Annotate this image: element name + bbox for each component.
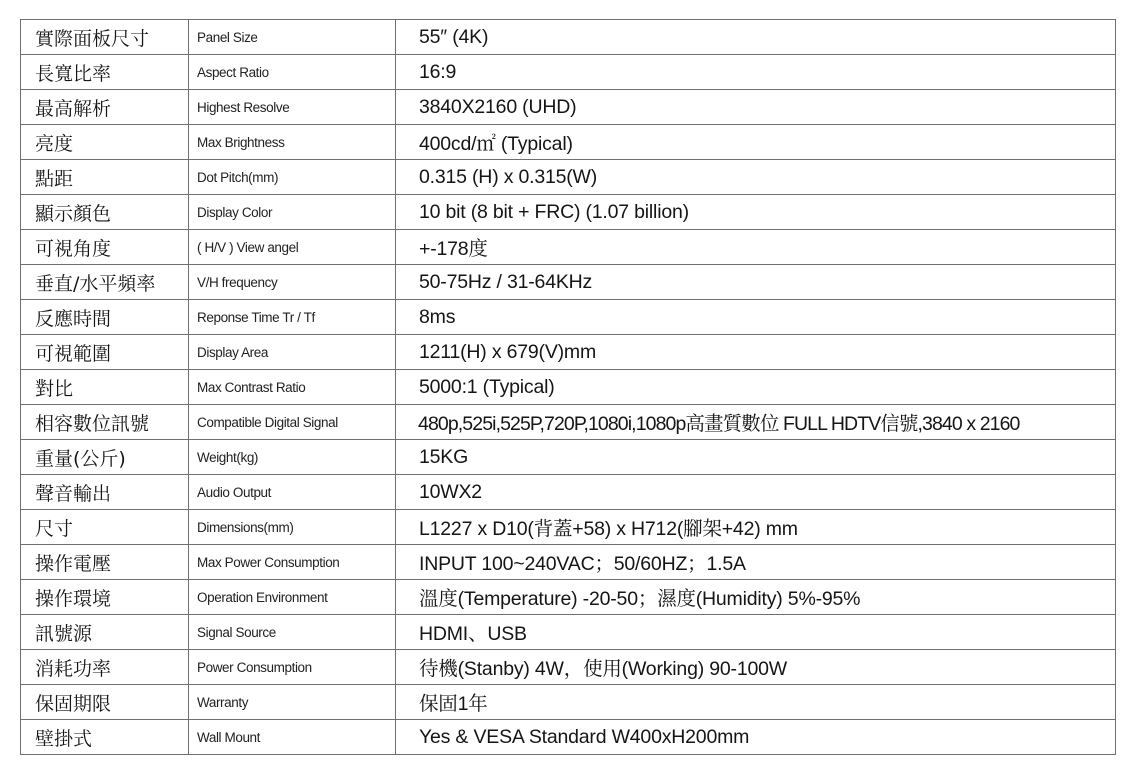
- spec-row: [21, 125, 1116, 160]
- spec-row: [21, 615, 1116, 650]
- spec-value: 480p,525i,525P,720P,1080i,1080p高畫質數位 FULL HDTV信號,3840 x 2160: [396, 405, 1116, 440]
- spec-label-zh: 重量(公斤): [21, 440, 189, 475]
- spec-label-en: Audio Output: [189, 475, 396, 510]
- spec-row: [21, 265, 1116, 300]
- spec-label-zh: 最高解析: [21, 90, 189, 125]
- spec-label-zh: 實際面板尺寸: [21, 20, 189, 55]
- spec-value: 3840X2160 (UHD): [396, 90, 1116, 125]
- spec-value: Yes & VESA Standard W400xH200mm: [396, 720, 1116, 755]
- spec-value: +-178度: [396, 230, 1116, 265]
- spec-label-en: Operation Environment: [189, 580, 396, 615]
- spec-value: 0.315 (H) x 0.315(W): [396, 160, 1116, 195]
- spec-label-zh: 垂直/水平頻率: [21, 265, 189, 300]
- spec-label-en: Signal Source: [189, 615, 396, 650]
- spec-table: [20, 19, 1116, 755]
- spec-label-zh: 可視角度: [21, 230, 189, 265]
- spec-label-zh: 壁掛式: [21, 720, 189, 755]
- spec-label-en: Dot Pitch(mm): [189, 160, 396, 195]
- spec-value: 15KG: [396, 440, 1116, 475]
- spec-label-en: Max Contrast Ratio: [189, 370, 396, 405]
- spec-label-en: Wall Mount: [189, 720, 396, 755]
- spec-row: [21, 440, 1116, 475]
- spec-value: 55″ (4K): [396, 20, 1116, 55]
- spec-row: [21, 55, 1116, 90]
- spec-value: 10 bit (8 bit + FRC) (1.07 billion): [396, 195, 1116, 230]
- spec-value: HDMI、USB: [396, 615, 1116, 650]
- spec-value: 1211(H) x 679(V)mm: [396, 335, 1116, 370]
- spec-label-en: V/H frequency: [189, 265, 396, 300]
- spec-label-en: Power Consumption: [189, 650, 396, 685]
- spec-value: 溫度(Temperature) -20-50；濕度(Humidity) 5%-95%: [396, 580, 1116, 615]
- spec-row: [21, 650, 1116, 685]
- spec-row: [21, 685, 1116, 720]
- spec-row: [21, 335, 1116, 370]
- spec-value: 50-75Hz / 31-64KHz: [396, 265, 1116, 300]
- spec-label-en: Warranty: [189, 685, 396, 720]
- spec-label-en: Max Brightness: [189, 125, 396, 160]
- spec-row: [21, 90, 1116, 125]
- spec-label-zh: 對比: [21, 370, 189, 405]
- spec-label-en: Display Color: [189, 195, 396, 230]
- spec-label-zh: 長寬比率: [21, 55, 189, 90]
- spec-row: [21, 510, 1116, 545]
- spec-label-en: Highest Resolve: [189, 90, 396, 125]
- spec-row: [21, 545, 1116, 580]
- spec-value: L1227 x D10(背蓋+58) x H712(腳架+42) mm: [396, 510, 1116, 545]
- spec-label-zh: 保固期限: [21, 685, 189, 720]
- spec-value: 8ms: [396, 300, 1116, 335]
- spec-label-en: Max Power Consumption: [189, 545, 396, 580]
- spec-label-en: Display Area: [189, 335, 396, 370]
- spec-row: [21, 300, 1116, 335]
- spec-value: 待機(Stanby) 4W，使用(Working) 90-100W: [396, 650, 1116, 685]
- spec-row: [21, 720, 1116, 755]
- spec-row: [21, 580, 1116, 615]
- spec-row: [21, 230, 1116, 265]
- spec-value: INPUT 100~240VAC；50/60HZ；1.5A: [396, 545, 1116, 580]
- spec-value: 400cd/㎡ (Typical): [396, 125, 1116, 160]
- spec-row: [21, 405, 1116, 440]
- spec-label-zh: 操作電壓: [21, 545, 189, 580]
- spec-label-zh: 可視範圍: [21, 335, 189, 370]
- spec-label-zh: 反應時間: [21, 300, 189, 335]
- spec-label-zh: 尺寸: [21, 510, 189, 545]
- spec-label-en: Aspect Ratio: [189, 55, 396, 90]
- spec-label-zh: 顯示顏色: [21, 195, 189, 230]
- spec-value: 10WX2: [396, 475, 1116, 510]
- spec-label-en: Reponse Time Tr / Tf: [189, 300, 396, 335]
- spec-label-en: Dimensions(mm): [189, 510, 396, 545]
- spec-row: [21, 475, 1116, 510]
- spec-label-zh: 消耗功率: [21, 650, 189, 685]
- spec-row: [21, 195, 1116, 230]
- spec-row: [21, 160, 1116, 195]
- spec-label-zh: 聲音輸出: [21, 475, 189, 510]
- spec-value: 16:9: [396, 55, 1116, 90]
- spec-label-en: Compatible Digital Signal: [189, 405, 396, 440]
- spec-value: 保固1年: [396, 685, 1116, 720]
- spec-label-en: Panel Size: [189, 20, 396, 55]
- spec-row: [21, 370, 1116, 405]
- spec-label-en: ( H/V ) View angel: [189, 230, 396, 265]
- spec-label-zh: 亮度: [21, 125, 189, 160]
- spec-row: [21, 20, 1116, 55]
- spec-label-zh: 操作環境: [21, 580, 189, 615]
- spec-label-zh: 相容數位訊號: [21, 405, 189, 440]
- spec-value: 5000:1 (Typical): [396, 370, 1116, 405]
- spec-label-zh: 點距: [21, 160, 189, 195]
- spec-label-en: Weight(kg): [189, 440, 396, 475]
- spec-label-zh: 訊號源: [21, 615, 189, 650]
